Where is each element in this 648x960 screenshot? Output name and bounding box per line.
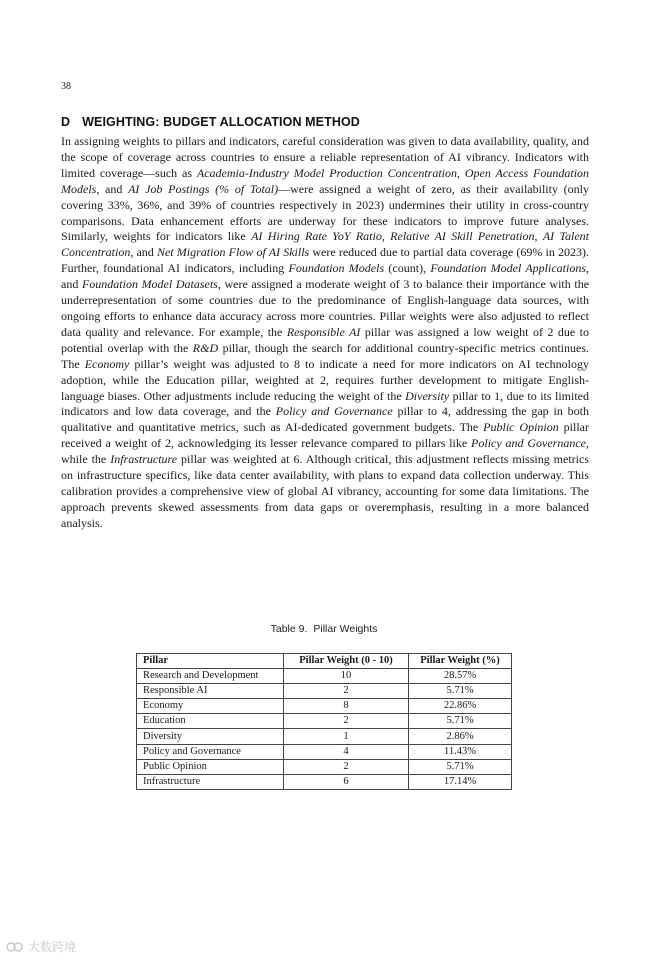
section-letter: D bbox=[61, 115, 71, 129]
text-run: were reduced due to partial data coverage (69% in 2023). Further, foundational AI indicators, including bbox=[61, 245, 589, 276]
text-run: , bbox=[534, 229, 543, 244]
table-cell: 5.71% bbox=[409, 684, 512, 699]
table-row bbox=[137, 684, 512, 699]
table-cell: 2 bbox=[284, 684, 409, 699]
table-cell: 2 bbox=[284, 759, 409, 774]
table-cell: 28.57% bbox=[409, 669, 512, 684]
text-run: pillar was assigned a low weight of 2 due to potential overlap with the bbox=[61, 324, 589, 355]
table-cell: 5.71% bbox=[409, 714, 512, 729]
table-cell: 22.86% bbox=[409, 699, 512, 714]
text-run: , and bbox=[96, 181, 129, 196]
text-run: , while the bbox=[61, 436, 589, 467]
italic-term: Net Migration Flow of AI Skills bbox=[156, 245, 310, 260]
italic-term: AI Talent Concentration bbox=[61, 229, 590, 260]
page-number: 38 bbox=[61, 81, 71, 92]
text-run: , bbox=[457, 165, 465, 180]
text-run: —were assigned a weight of zero, as their availability (only covering 33%, 36%, and 39% of countries respectively in 2023) undermines their utility in cross-country comparisons. Data enhancement efforts are underway for these indicators to improve future analyses. Similarly, weights for indicators like bbox=[61, 181, 589, 244]
table-row bbox=[137, 729, 512, 744]
table-body bbox=[137, 669, 512, 790]
text-run: pillar’s weight was adjusted to 8 to indicate a need for more indicators on AI technology adoption, while the Education pillar, weighted at 2, requires further development to mitigate English-language biases. Other adjustments include reducing the weight of the bbox=[61, 356, 589, 403]
italic-term: Public Opinion bbox=[483, 420, 559, 435]
italic-term: Responsible AI bbox=[286, 324, 361, 339]
table-cell: Economy bbox=[137, 699, 284, 714]
italic-term: Foundation Models bbox=[288, 261, 385, 276]
text-run: , bbox=[381, 229, 391, 244]
text-run: , were assigned a moderate weight of 3 to balance their importance with the underrepresentation of some countries due to the predominance of English-language data sources, with ongoing efforts to enhance data accuracy across more countries. Pillar weights were also adjusted to reflect data quality and relevance. For example, the bbox=[61, 277, 590, 339]
text-run: , and bbox=[61, 261, 589, 292]
text-run: pillar received a weight of 2, acknowledging its lesser relevance compared to pillars like bbox=[61, 420, 589, 451]
italic-term: AI Job Postings (% of Total) bbox=[128, 181, 279, 196]
table-cell: 11.43% bbox=[409, 744, 512, 759]
watermark-text: 大数跨境 bbox=[28, 940, 77, 954]
text-run: , and bbox=[130, 245, 157, 260]
table-cell: 5.71% bbox=[409, 759, 512, 774]
italic-term: Infrastructure bbox=[110, 452, 178, 467]
table-cell: Education bbox=[137, 714, 284, 729]
body-paragraph bbox=[61, 134, 589, 532]
table-row bbox=[137, 699, 512, 714]
table-cell: Public Opinion bbox=[137, 759, 284, 774]
pillar-weights-table bbox=[136, 653, 512, 790]
text-run: pillar to 4, addressing the gap in both qualitative and quantitative metrics, such as AI-dedicated government budgets. The bbox=[61, 404, 590, 435]
table-cell: Policy and Governance bbox=[137, 744, 284, 759]
table-header-row bbox=[137, 654, 512, 669]
table-row bbox=[137, 669, 512, 684]
table-row bbox=[137, 774, 512, 789]
table-cell: 2.86% bbox=[409, 729, 512, 744]
table-cell: 17.14% bbox=[409, 774, 512, 789]
table-row bbox=[137, 714, 512, 729]
table-cell: 8 bbox=[284, 699, 409, 714]
table-caption-title: Pillar Weights bbox=[313, 623, 378, 635]
italic-term: Relative AI Skill Penetration bbox=[390, 229, 535, 244]
italic-term: Diversity bbox=[405, 388, 450, 403]
italic-term: Academia-Industry Model Production Concentration bbox=[196, 165, 457, 180]
italic-term: Policy and Governance bbox=[471, 436, 586, 451]
text-run: pillar, though the search for additional country-specific metrics continues. The bbox=[61, 340, 589, 371]
italic-term: Economy bbox=[84, 356, 130, 371]
table-row bbox=[137, 744, 512, 759]
italic-term: R&D bbox=[192, 340, 219, 355]
table-cell: 4 bbox=[284, 744, 409, 759]
table-cell: Research and Development bbox=[137, 669, 284, 684]
italic-term: Open Access Foundation Models bbox=[61, 165, 590, 196]
table-row bbox=[137, 759, 512, 774]
section-title: WEIGHTING: BUDGET ALLOCATION METHOD bbox=[82, 115, 360, 129]
table-cell: 2 bbox=[284, 714, 409, 729]
table-cell: 6 bbox=[284, 774, 409, 789]
table-header-cell: Pillar Weight (%) bbox=[409, 654, 512, 669]
italic-term: AI Hiring Rate YoY Ratio bbox=[251, 229, 382, 244]
table-header-cell: Pillar Weight (0 - 10) bbox=[284, 654, 409, 669]
table-cell: Diversity bbox=[137, 729, 284, 744]
text-run: (count), bbox=[384, 261, 431, 276]
table-caption bbox=[0, 623, 648, 635]
table-caption-label: Table 9. bbox=[270, 623, 308, 635]
section-heading bbox=[61, 115, 360, 129]
table-cell: Responsible AI bbox=[137, 684, 284, 699]
table-cell: 1 bbox=[284, 729, 409, 744]
italic-term: Foundation Model Applications bbox=[430, 261, 586, 276]
text-run: In assigning weights to pillars and indicators, careful consideration was given to data availability, quality, and the scope of coverage across countries to ensure a reliable representation of AI vibrancy. Indicators with limited coverage—such as bbox=[61, 134, 589, 180]
watermark bbox=[6, 938, 76, 955]
italic-term: Foundation Model Datasets bbox=[81, 277, 218, 292]
table-header-cell: Pillar bbox=[137, 654, 284, 669]
table-cell: 10 bbox=[284, 669, 409, 684]
table-cell: Infrastructure bbox=[137, 774, 284, 789]
watermark-logo-icon bbox=[6, 941, 24, 953]
text-run: pillar to 1, due to its limited indicators and low data coverage, and the bbox=[61, 388, 589, 419]
text-run: pillar was weighted at 6. Although critical, this adjustment reflects missing metrics on infrastructure specifics, like data center availability, with plans to expand data collection underway. This calibration provides a comprehensive view of global AI vibrancy, accounting for some data limitations. The approach prevents skewed assessments from data gaps or overemphasis, resulting in a more balanced analysis. bbox=[61, 452, 589, 530]
italic-term: Policy and Governance bbox=[275, 404, 393, 419]
